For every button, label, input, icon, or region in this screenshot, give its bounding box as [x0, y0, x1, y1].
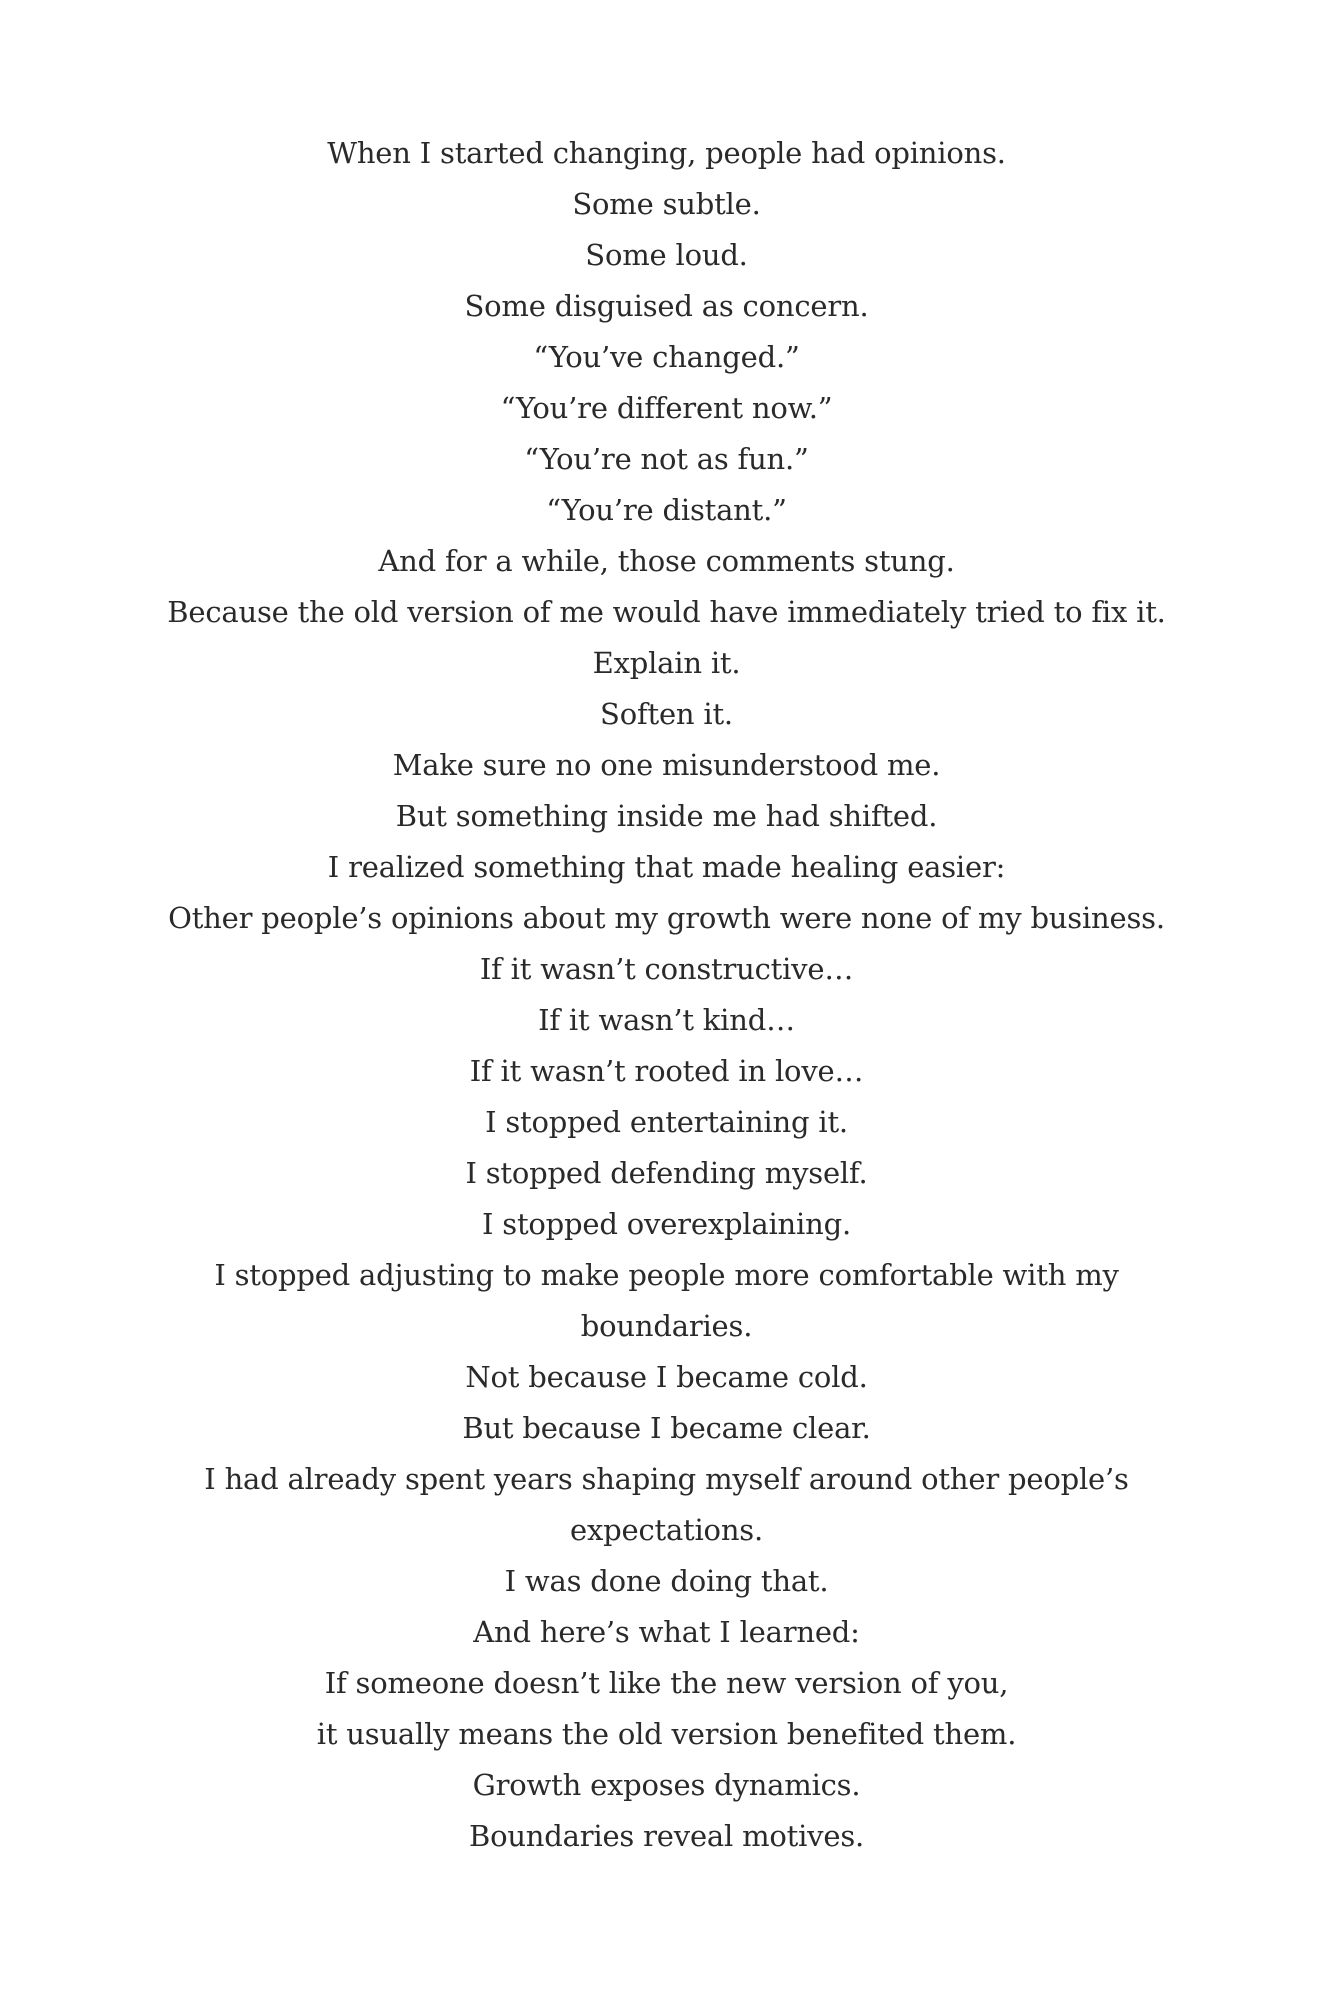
- poem-line: If it wasn’t kind…: [538, 1003, 795, 1037]
- poem-line: Because the old version of me would have immediately tried to fix it.: [167, 595, 1166, 629]
- poem-line: Some subtle.: [572, 187, 761, 221]
- poem-line: I stopped entertaining it.: [485, 1105, 848, 1139]
- poem-line: “You’ve changed.”: [533, 340, 800, 374]
- poem-line: Soften it.: [600, 697, 733, 731]
- poem-line: If someone doesn’t like the new version of you,: [324, 1666, 1009, 1700]
- poem-line: I stopped adjusting to make people more comfortable with my: [214, 1258, 1119, 1292]
- poem-line: I stopped defending myself.: [465, 1156, 868, 1190]
- poem-line: But because I became clear.: [462, 1411, 871, 1445]
- poem-line: Some disguised as concern.: [464, 289, 869, 323]
- poem-line: And here’s what I learned:: [473, 1615, 860, 1649]
- poem-line: But something inside me had shifted.: [395, 799, 938, 833]
- poem-line: I realized something that made healing easier:: [327, 850, 1006, 884]
- poem-line: I stopped overexplaining.: [482, 1207, 851, 1241]
- poem-line: Some loud.: [585, 238, 748, 272]
- poem-line: it usually means the old version benefited them.: [316, 1717, 1017, 1751]
- poem-line: I was done doing that.: [504, 1564, 829, 1598]
- poem-line: Make sure no one misunderstood me.: [392, 748, 941, 782]
- poem-line: And for a while, those comments stung.: [378, 544, 955, 578]
- poem-line: “You’re not as fun.”: [524, 442, 809, 476]
- poem-line: “You’re distant.”: [546, 493, 787, 527]
- poem-line: If it wasn’t constructive…: [479, 952, 854, 986]
- poem-line: boundaries.: [580, 1309, 753, 1343]
- poem-line: expectations.: [570, 1513, 763, 1547]
- poem-line: Growth exposes dynamics.: [472, 1768, 861, 1802]
- poem-text: [160, 128, 1173, 1862]
- poem-line: Other people’s opinions about my growth were none of my business.: [168, 901, 1165, 935]
- poem-line: If it wasn’t rooted in love…: [469, 1054, 864, 1088]
- poem-line: Explain it.: [592, 646, 741, 680]
- poem-line: I had already spent years shaping myself around other people’s: [204, 1462, 1129, 1496]
- poem-line: Not because I became cold.: [465, 1360, 868, 1394]
- poem-line: “You’re different now.”: [500, 391, 833, 425]
- poem-line: When I started changing, people had opinions.: [327, 136, 1006, 170]
- poem-line: Boundaries reveal motives.: [468, 1819, 865, 1853]
